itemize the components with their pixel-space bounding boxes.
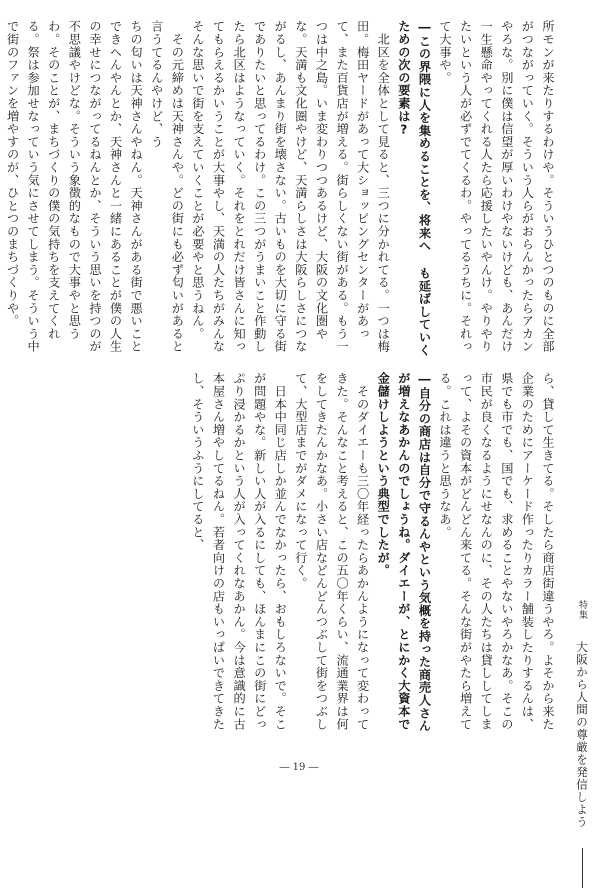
body-paragraph: その元締めは天神さんや。どの街にも必ず匂いがあると言うてるんやけど、う xyxy=(149,20,185,353)
body-paragraph: 所モンが来たりするわけや。そういうひとつのものに全部がつながっていく。そういう人らがおらんかったらアカンやろな。別に僕は信望が厚いわけやないけども、あんだけ一生懸命やってくれる人たら応援したいやんけ。やりやりたいという人が必ずでてくるわ。やってるうちに。それって大事や。 xyxy=(438,20,555,353)
feature-title: 大阪から人間の尊厳を発信しよう xyxy=(575,641,589,829)
body-paragraph: ら、貸して生きてる。そしたら商店街違うやろ。よそから来た企業のためにアーケード作ったりカラー舗装したりするんは、県でも市でも、国でも、求めることやないやろかなあ。そこの市民が良くなるようにせなんのに、その人たちは貸ししてしまって、よその資本がどんどん来てる。そんな街がやたら増えてる。これは違うと思うなあ。 xyxy=(438,372,555,731)
feature-tag: 特集 xyxy=(577,600,587,620)
running-header xyxy=(560,600,590,829)
upper-text-block xyxy=(5,20,558,358)
body-paragraph: ちの匂いは天神さんやねん。天神さんがある街で悪いことできへんやんとか、天神さんと一緒にあることが僕の人生の幸せにつながってるねんとか、そういう思いを持つのが不思議やけどな。そういう象徴的なもので大事やと思うわ。そのことが、まちづくりの僕の気持ちを支えてくれる。祭は参加せなっていう気にさせてしまう。そういう中で街のファンを増やすのが、ひとつのまちづくりや。 xyxy=(5,20,144,353)
title-rule xyxy=(582,848,583,888)
lower-text-block xyxy=(40,372,558,740)
body-paragraph: そのダイエーも三〇年経ったらあかんようになって変わってきた。そんなこと考えると、この五〇年くらい、流通業界は何をしてきたんかなあ。小さい店などんどんつぶして街をつぶして、大型店までがダメになって行く。 xyxy=(293,372,370,731)
body-paragraph: 日本中同じ店しか並んでなかったら、おもしろないで。そこが問題やな。新しい人が入るにしても、ほんまにこの街にどっぷり浸かるかという人が入ってくれなあかん。今は意識的に古本屋さん増やしてるねん。若者向けの店もいっぱいできてきたし、そういうふうにしてると、 xyxy=(190,372,288,731)
lower-text-tier xyxy=(40,372,558,740)
interview-question: ―自分の商店は自分で守るんやという気概を持った商売人さんが増えなあかんのでしょうね。ダイエーが、とにかく大資本で金儲けしようという典型でしたが。 xyxy=(376,372,432,733)
upper-text-tier xyxy=(5,20,558,358)
page-number: ― 19 ― xyxy=(279,762,319,773)
body-paragraph: 北区を全体として見ると、三つに分かれてる。一つは梅田。梅田ヤードがあって大ショッピングセンターがあって、また百貨店が増える。街らしくない街がある。もう一つは中之島。いま変わりつつあるけど、大阪の文化圏やな。天満も文化圏やけど、天満らしさは大阪らしさにつながるし、あんまり街を壊さない。古いものを大切に守る街でありたいと思ってるわけ。この三つがうまいこと作動したら北区はようなっていく。それをとれだけ皆さんに知ってもらえるかいうことが大事やし、天満の人たちがみんなそんな思いで街を支えていくことが必要やと思うねん。 xyxy=(190,20,391,353)
interview-question: ―この界隈に人を集めることを、将来へ も延ばしていくための次の要素は? xyxy=(396,20,432,357)
